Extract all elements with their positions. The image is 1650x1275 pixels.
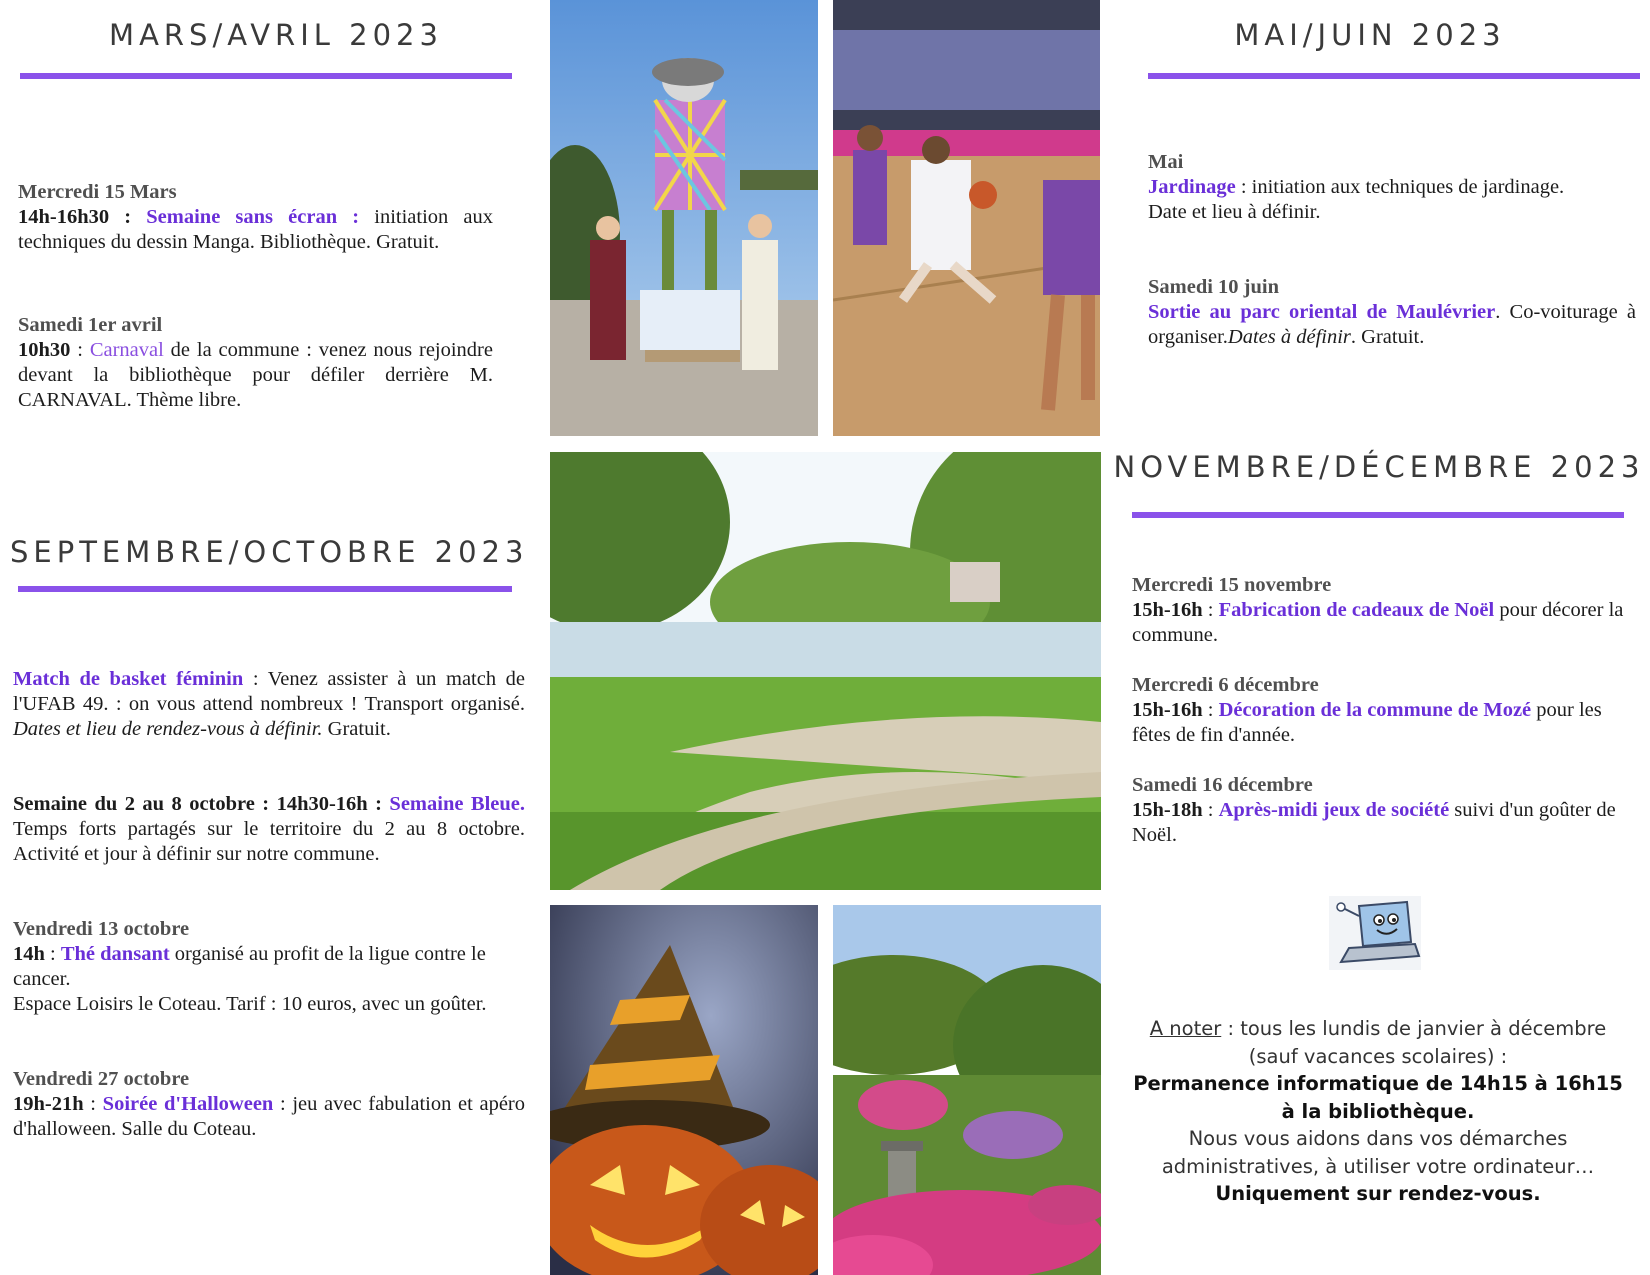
section-rule-mars-avril — [20, 73, 512, 79]
event-mai — [1148, 150, 1638, 225]
event-time: 19h-21h — [13, 1093, 84, 1115]
event-sep: : — [1202, 799, 1219, 821]
event-name: Match de basket féminin — [13, 668, 244, 690]
section-rule-mai-juin — [1148, 73, 1640, 79]
event-text: : Venez assister à un match de l'UFAB 49. : on vous attend nombreux ! Transport organisé. — [13, 668, 525, 715]
event-date: Mercredi 15 novembre — [1132, 574, 1332, 596]
event-sep: : — [83, 1093, 103, 1115]
section-title-novembre-decembre: NOVEMBRE/DÉCEMBRE 2023 — [1113, 450, 1645, 484]
photo-parc — [550, 452, 1101, 890]
laptop-cartoon-icon — [1329, 896, 1421, 970]
event-text: . Co-voiturage à organiser. — [1148, 301, 1636, 348]
photo-carnaval — [550, 0, 818, 436]
event-sep: : — [1202, 599, 1219, 621]
event-time: 10h30 — [18, 339, 71, 361]
event-mars-15 — [18, 180, 493, 255]
event-time: 14h — [13, 943, 45, 965]
event-date: Vendredi 27 octobre — [13, 1068, 190, 1090]
event-date: Samedi 1er avril — [18, 314, 163, 336]
event-time: 15h-16h — [1132, 599, 1203, 621]
event-sep: : — [1202, 699, 1219, 721]
event-date: Samedi 10 juin — [1148, 276, 1279, 298]
event-text-2: Espace Loisirs le Coteau. Tarif : 10 euros, avec un goûter. — [13, 993, 487, 1015]
event-name: Semaine Bleue. — [389, 793, 525, 815]
event-text: Temps forts partagés sur le territoire du 2 au 8 octobre. Activité et jour à définir sur notre commune. — [13, 818, 525, 865]
event-text-end: Gratuit. — [322, 718, 391, 740]
photo-halloween — [550, 905, 818, 1275]
event-sep: : — [109, 206, 147, 228]
event-nov-15 — [1132, 573, 1632, 648]
event-text: suivi d'un goûter de Noël. — [1132, 799, 1616, 846]
event-name: Sortie au parc oriental de Maulévrier — [1148, 301, 1496, 323]
event-oct-13 — [13, 917, 525, 1017]
event-text-2: Date et lieu à définir. — [1148, 201, 1321, 223]
event-bold: Semaine du 2 au 8 octobre : 14h30-16h : — [13, 793, 390, 815]
event-text: pour les fêtes de fin d'année. — [1132, 699, 1602, 746]
event-name: Soirée d'Halloween — [102, 1093, 274, 1115]
event-sep: : — [44, 943, 61, 965]
note-permanence-informatique — [1108, 1015, 1648, 1208]
event-name: Après-midi jeux de société — [1218, 799, 1450, 821]
event-text: : jeu avec fabulation et apéro d'halloween. Salle du Coteau. — [13, 1093, 526, 1140]
event-italic: Dates et lieu de rendez-vous à définir. — [13, 718, 323, 740]
event-dec-6 — [1132, 673, 1632, 748]
note-line-1-text: : tous les lundis de janvier à décembre — [1221, 1017, 1607, 1040]
event-dec-16 — [1132, 773, 1632, 848]
note-bold-2: à la bibliothèque. — [1281, 1099, 1475, 1123]
section-title-mai-juin: MAI/JUIN 2023 — [1234, 18, 1506, 52]
event-basket — [13, 667, 525, 742]
event-name: Carnaval — [89, 339, 164, 361]
event-name: Thé dansant — [60, 943, 170, 965]
note-line-1 — [1108, 1015, 1648, 1043]
event-name: Semaine sans écran : — [146, 206, 360, 228]
note-bold-3: Uniquement sur rendez-vous. — [1215, 1182, 1541, 1205]
note-label: A noter — [1149, 1017, 1222, 1040]
note-bold-1: Permanence informatique de 14h15 à 16h15 — [1133, 1072, 1623, 1095]
note-line-3: Nous vous aidons dans vos démarches administratives, à utiliser votre ordinateur… — [1161, 1127, 1595, 1178]
event-name: Jardinage — [1148, 176, 1236, 198]
event-text: organisé au profit de la ligue contre le cancer. — [13, 943, 486, 990]
photo-basket — [833, 0, 1100, 436]
event-juin-10 — [1148, 275, 1636, 350]
event-italic: Dates à définir — [1227, 326, 1351, 348]
event-name: Fabrication de cadeaux de Noël — [1218, 599, 1495, 621]
event-sep: : — [70, 339, 90, 361]
section-title-septembre-octobre: SEPTEMBRE/OCTOBRE 2023 — [10, 535, 529, 569]
event-text: initiation aux techniques du dessin Manga. Bibliothèque. Gratuit. — [18, 206, 494, 253]
note-line-2: (sauf vacances scolaires) : — [1248, 1044, 1508, 1068]
event-date: Mercredi 15 Mars — [18, 181, 177, 203]
section-title-mars-avril: MARS/AVRIL 2023 — [109, 18, 443, 52]
event-name: Décoration de la commune de Mozé — [1218, 699, 1532, 721]
section-rule-novembre-decembre — [1132, 512, 1624, 518]
event-text-end: . Gratuit. — [1350, 326, 1425, 348]
section-rule-septembre-octobre — [18, 586, 512, 592]
event-avril-1 — [18, 313, 493, 413]
event-date: Mai — [1148, 151, 1184, 173]
event-time: 15h-18h — [1132, 799, 1203, 821]
event-date: Vendredi 13 octobre — [13, 918, 190, 940]
event-date: Mercredi 6 décembre — [1132, 674, 1319, 696]
event-text: pour décorer la commune. — [1132, 599, 1624, 646]
event-date: Samedi 16 décembre — [1132, 774, 1313, 796]
photo-parc-oriental — [833, 905, 1101, 1275]
event-text: de la commune : venez nous rejoindre devant la bibliothèque pour défiler derrière M. CARNAVAL. Thème libre. — [18, 339, 493, 411]
event-time: 14h-16h30 — [18, 206, 110, 228]
event-text: : initiation aux techniques de jardinage. — [1235, 176, 1565, 198]
event-oct-27 — [13, 1067, 525, 1142]
event-semaine-bleue — [13, 792, 525, 867]
event-time: 15h-16h — [1132, 699, 1203, 721]
